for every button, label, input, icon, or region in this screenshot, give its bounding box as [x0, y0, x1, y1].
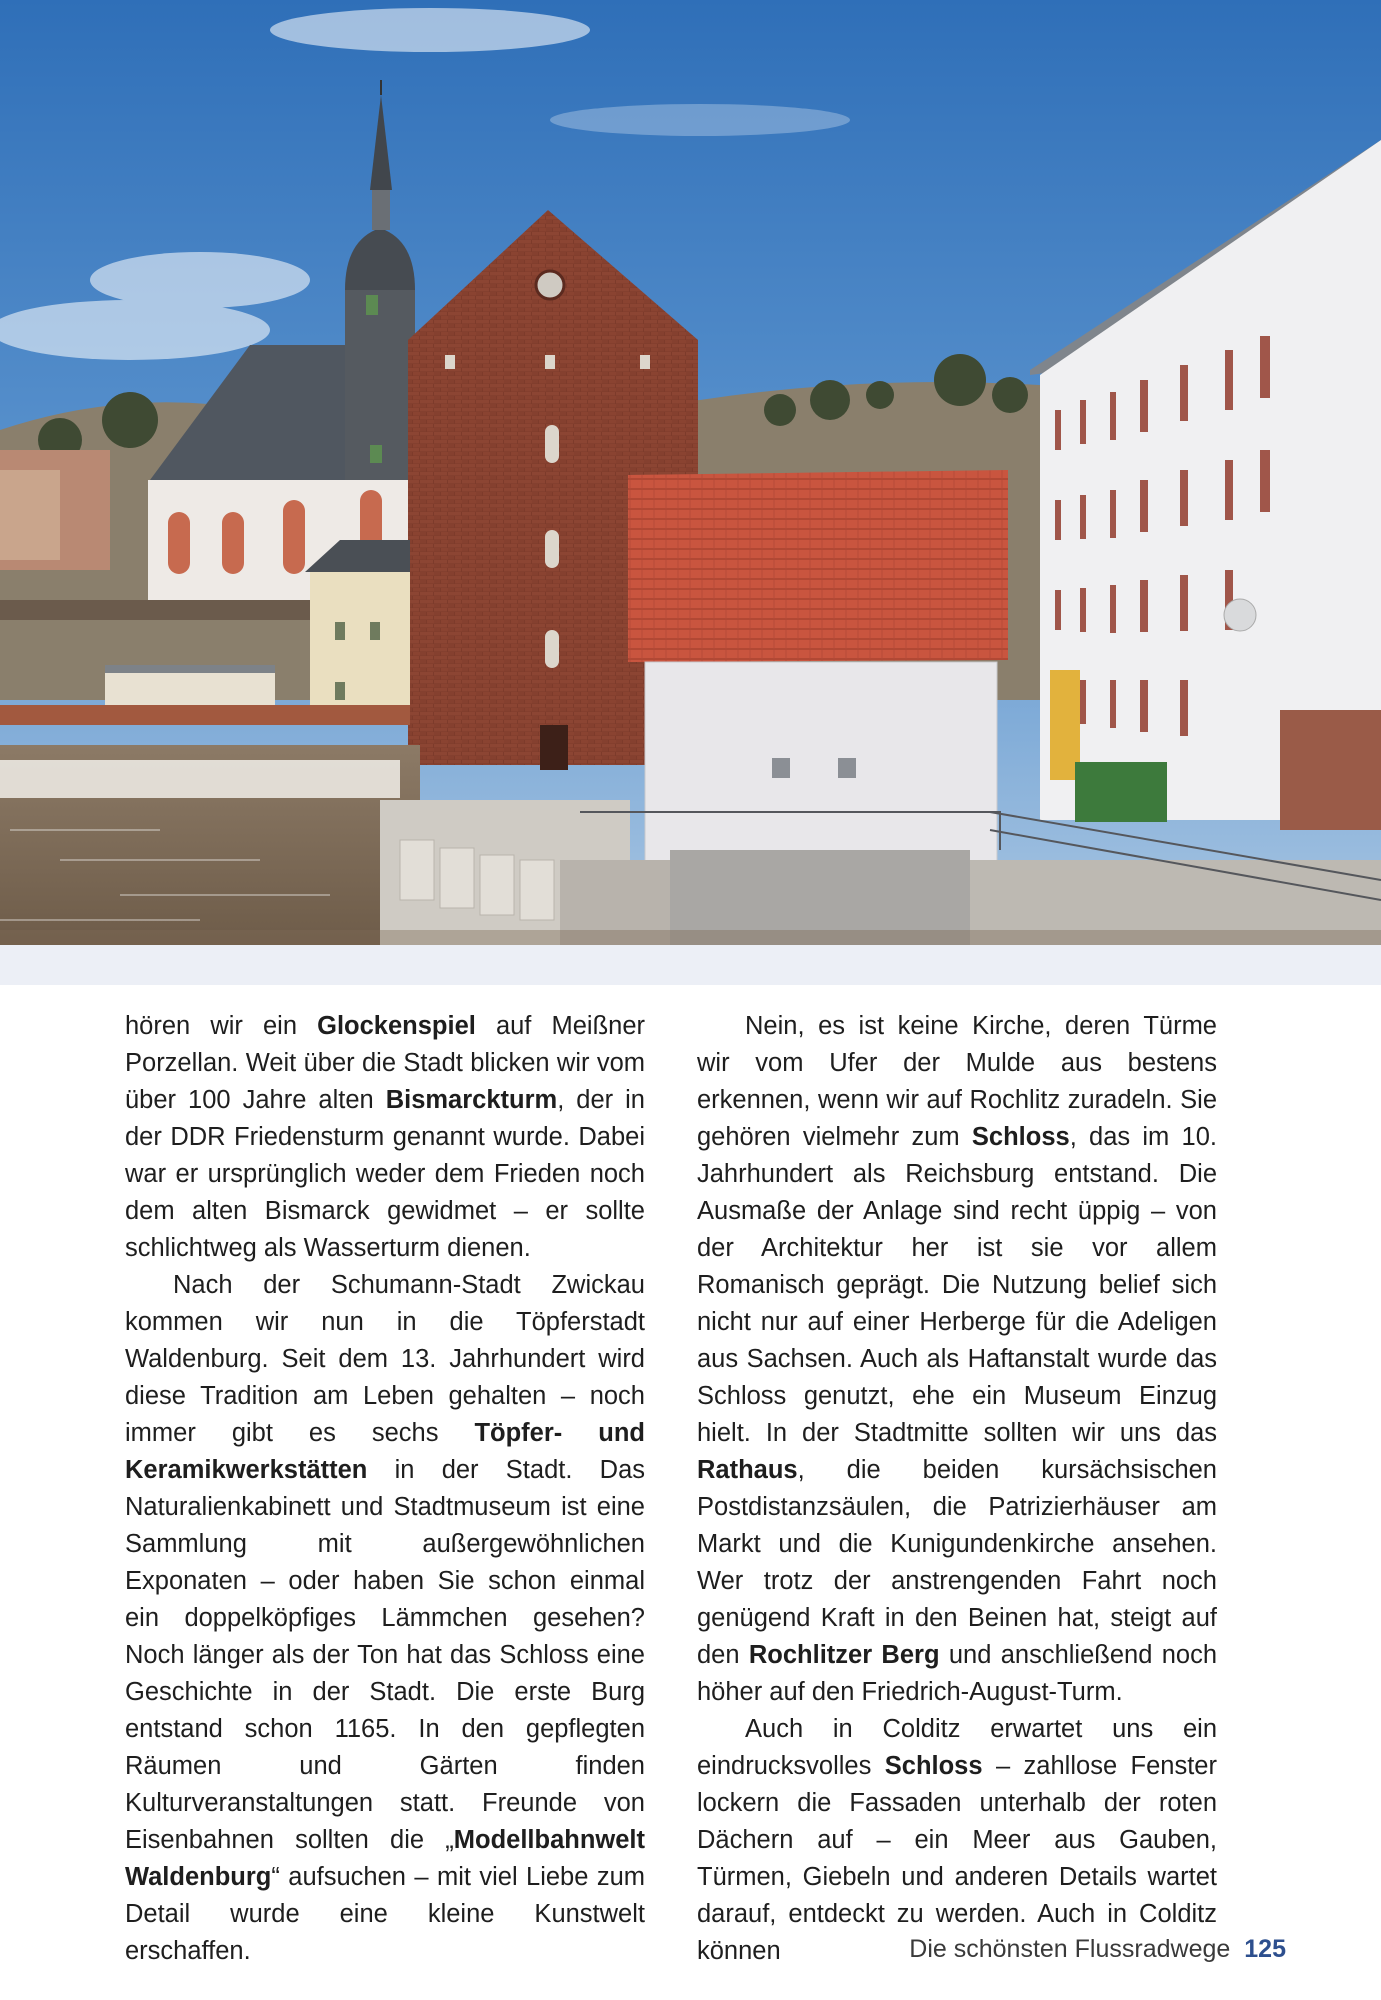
text-run: – zahllose Fenster lockern die Fassaden unterhalb der roten Dächern auf – ein Meer aus Gauben, Türmen, Giebeln und anderen Details wartet darauf, entdeckt zu werden. Auch in Colditz können	[697, 1752, 1217, 1965]
text-run: , das im 10. Jahrhundert als Reichsburg entstand. Die Ausmaße der Anlage sind recht üppig – von der Architektur her ist sie vor allem Romanisch geprägt. Die Nutzung belief sich nicht nur auf einer Herberge für die Adeligen aus Sachsen. Auch als Haftanstalt wurde das Schloss genutzt, ehe ein Museum Einzug hielt. In der Stadtmitte sollten wir uns das	[697, 1123, 1218, 1447]
highlight-rochlitzer-berg: Rochlitzer Berg	[748, 1641, 940, 1669]
photo-bottom-band	[0, 945, 1381, 985]
text-run: Nach der Schumann-Stadt Zwickau kommen wir nun in die Töpferstadt Waldenburg. Seit dem 13. Jahrhundert wird diese Tradition am Leben gehalten – noch immer gibt es sechs	[125, 1271, 645, 1447]
text-run: , die beiden kursächsischen Postdistanzsäulen, die Patrizierhäuser am Markt und die Kunigundenkirche ansehen. Wer trotz der anstrengenden Fahrt noch genügend Kraft in den Beinen hat, steigt auf den	[697, 1456, 1217, 1669]
right-text-column	[697, 1008, 1217, 1970]
right-paragraph-1	[697, 1008, 1217, 1711]
highlight-modellbahnwelt: Modellbahnwelt Waldenburg	[125, 1826, 645, 1891]
book-title: Die schönsten Flussradwege	[909, 1935, 1231, 1963]
highlight-werkstaetten: Töpfer- und Keramikwerkstätten	[125, 1419, 645, 1484]
text-run: , der in der DDR Friedensturm genannt wurde. Dabei war er ursprünglich weder dem Frieden noch dem alten Bismarck gewidmet – er sollte schlichtweg als Wasserturm dienen.	[125, 1086, 645, 1262]
text-run: in der Stadt. Das Naturalienkabinett und Stadtmuseum ist eine Sammlung mit außergewöhnlichen Exponaten – oder haben Sie schon einmal ein doppelköpfiges Lämmchen gesehen? Noch länger als der Ton hat das Schloss eine Geschichte in der Stadt. Die erste Burg entstand schon 1165. In den gepflegten Räumen und Gärten finden Kulturveranstaltungen statt. Freunde von Eisenbahnen sollten die „	[125, 1456, 645, 1854]
page-number: 125	[1244, 1935, 1286, 1963]
right-paragraph-2	[697, 1711, 1217, 1970]
text-run: “ aufsuchen – mit viel Liebe zum Detail wurde eine kleine Kunstwelt erschaffen.	[125, 1863, 645, 1965]
highlight-rathaus: Rathaus	[697, 1456, 798, 1484]
left-text-column	[125, 1008, 645, 1970]
text-run: Auch in Colditz erwartet uns ein eindrucksvolles	[697, 1715, 1217, 1780]
highlight-schloss: Schloss	[971, 1123, 1070, 1151]
highlight-bismarckturm: Bismarckturm	[385, 1086, 558, 1114]
text-run: hören wir ein	[125, 1012, 318, 1040]
left-paragraph-2	[125, 1267, 645, 1970]
header-photo	[0, 0, 1381, 945]
text-run: auf Meißner Porzellan. Weit über die Stadt blicken wir vom über 100 Jahre alten	[125, 1012, 646, 1114]
highlight-schloss-colditz: Schloss	[884, 1752, 983, 1780]
highlight-glockenspiel: Glockenspiel	[317, 1012, 476, 1040]
page-footer	[909, 1935, 1286, 1964]
text-run: Nein, es ist keine Kirche, deren Türme wir vom Ufer der Mulde aus bestens erkennen, wenn wir auf Rochlitz zuradeln. Sie gehören vielmehr zum	[697, 1012, 1217, 1151]
text-run: und anschließend noch höher auf den Friedrich-August-Turm.	[697, 1641, 1217, 1706]
left-paragraph-1	[125, 1008, 645, 1267]
